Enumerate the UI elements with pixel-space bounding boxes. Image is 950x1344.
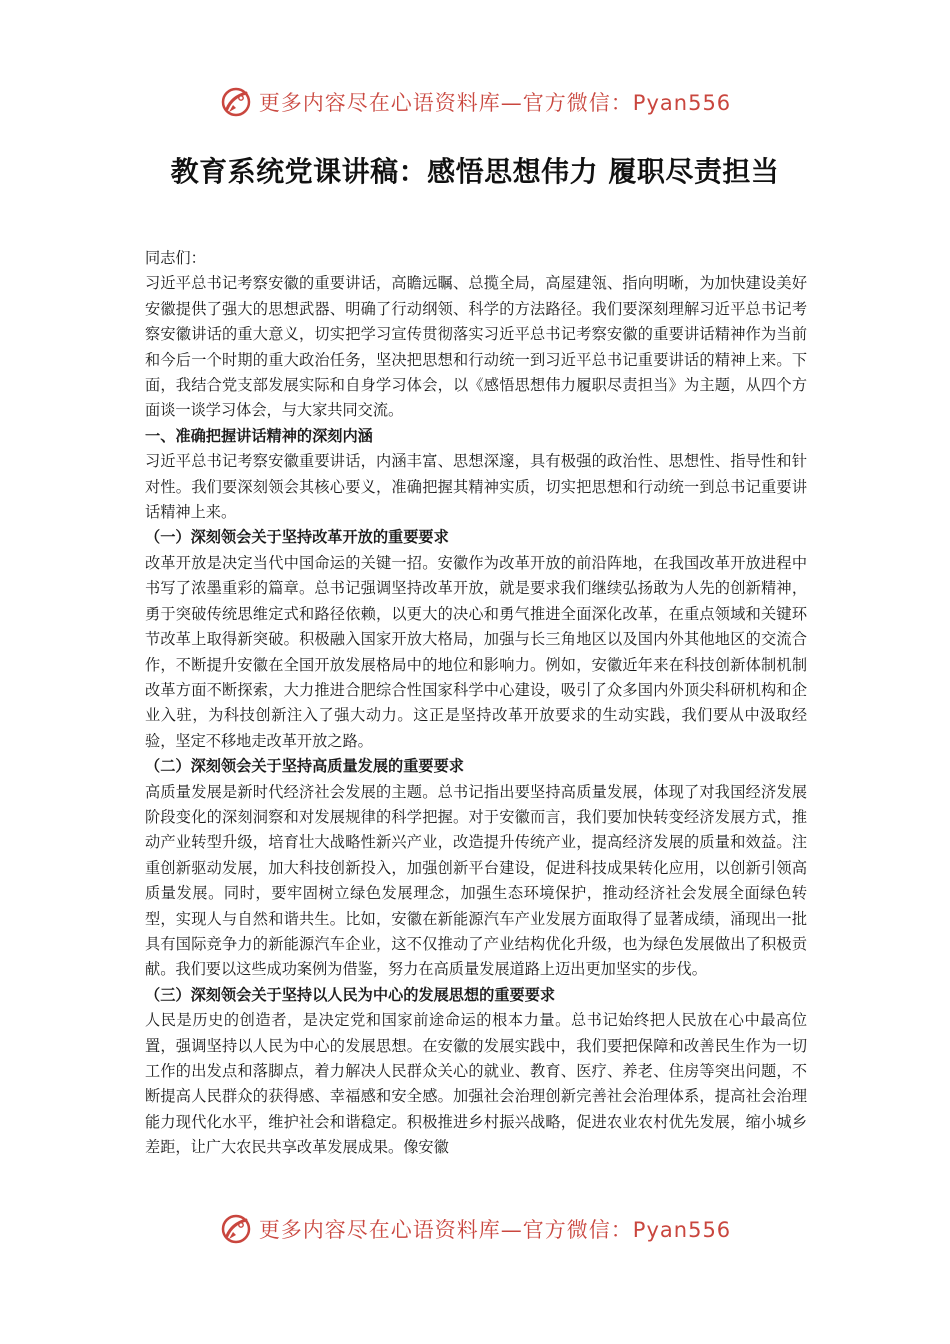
header-banner	[0, 82, 950, 122]
subsection-paragraph: 改革开放是决定当代中国命运的关键一招。安徽作为改革开放的前沿阵地，在我国改革开放进程中书写了浓墨重彩的篇章。总书记强调坚持改革开放，就是要求我们继续弘扬敢为人先的创新精神，勇于突破传统思维定式和路径依赖，以更大的决心和勇气推进全面深化改革，在重点领域和关键环节改革上取得新突破。积极融入国家开放大格局，加强与长三角地区以及国内外其他地区的交流合作，不断提升安徽在全国开放发展格局中的地位和影响力。例如，安徽近年来在科技创新体制机制改革方面不断探索，大力推进合肥综合性国家科学中心建设，吸引了众多国内外顶尖科研机构和企业入驻，为科技创新注入了强大动力。这正是坚持改革开放要求的生动实践，我们要从中汲取经验，坚定不移地走改革开放之路。	[145, 553, 807, 750]
subsection-paragraph: 高质量发展是新时代经济社会发展的主题。总书记指出要坚持高质量发展，体现了对我国经济发展阶段变化的深刻洞察和对发展规律的科学把握。对于安徽而言，我们要加快转变经济发展方式，推动产业转型升级，培育壮大战略性新兴产业，改造提升传统产业，提高经济发展的质量和效益。注重创新驱动发展，加大科技创新投入，加强创新平台建设，促进科技成果转化应用，以创新引领高质量发展。同时，要牢固树立绿色发展理念，加强生态环境保护，推动经济社会发展全面绿色转型，实现人与自然和谐共生。比如，安徽在新能源汽车产业发展方面取得了显著成绩，涌现出一批具有国际竞争力的新能源汽车企业，这不仅推动了产业结构优化升级，也为绿色发展做出了积极贡献。我们要以这些成功案例为借鉴，努力在高质量发展道路上迈出更加坚实的步伐。	[145, 782, 807, 979]
banner-text: 更多内容尽在心语资料库—官方微信：Pyan556	[258, 91, 732, 115]
section-paragraph: 习近平总书记考察安徽重要讲话，内涵丰富、思想深邃，具有极强的政治性、思想性、指导性和针对性。我们要深刻领会其核心要义，准确把握其精神实质，切实把思想和行动统一到总书记重要讲话精神上来。	[145, 452, 807, 522]
subsection-heading: （一）深刻领会关于坚持改革开放的重要要求	[145, 528, 449, 547]
document-title: 教育系统党课讲稿：感悟思想伟力 履职尽责担当	[170, 155, 780, 188]
section-heading: 一、准确把握讲话精神的深刻内涵	[145, 426, 373, 445]
subsection-paragraph: 人民是历史的创造者，是决定党和国家前途命运的根本力量。总书记始终把人民放在心中最高位置，强调坚持以人民为中心的发展思想。在安徽的发展实践中，我们要把保障和改善民生作为一切工作的出发点和落脚点，着力解决人民群众关心的就业、教育、医疗、养老、住房等突出问题，不断提高人民群众的获得感、幸福感和安全感。加强社会治理创新完善社会治理体系，提高社会治理能力现代化水平，维护社会和谐稳定。积极推进乡村振兴战略，促进农业农村优先发展，缩小城乡差距，让广大农民共享改革发展成果。像安徽	[145, 1011, 807, 1157]
salutation: 同志们：	[145, 249, 206, 267]
subsection-heading: （三）深刻领会关于坚持以人民为中心的发展思想的重要要求	[145, 985, 556, 1004]
pen-swirl-logo-icon	[219, 1212, 253, 1246]
intro-paragraph: 习近平总书记考察安徽的重要讲话，高瞻远瞩、总揽全局，高屋建瓴、指向明晰，为加快建设美好安徽提供了强大的思想武器、明确了行动纲领、科学的方法路径。我们要深刻理解习近平总书记考察安徽讲话的重大意义，切实把学习宣传贯彻落实习近平总书记考察安徽的重要讲话精神作为当前和今后一个时期的重大政治任务，坚决把思想和行动统一到习近平总书记重要讲话的精神上来。下面，我结合党支部发展实际和自身学习体会，以《感悟思想伟力履职尽责担当》为主题，从四个方面谈一谈学习体会，与大家共同交流。	[145, 274, 807, 420]
pen-swirl-logo-icon	[219, 85, 253, 119]
document-body	[145, 246, 807, 1161]
footer-banner	[0, 1209, 950, 1249]
banner-text: 更多内容尽在心语资料库—官方微信：Pyan556	[258, 1218, 732, 1242]
subsection-heading: （二）深刻领会关于坚持高质量发展的重要要求	[145, 757, 464, 776]
